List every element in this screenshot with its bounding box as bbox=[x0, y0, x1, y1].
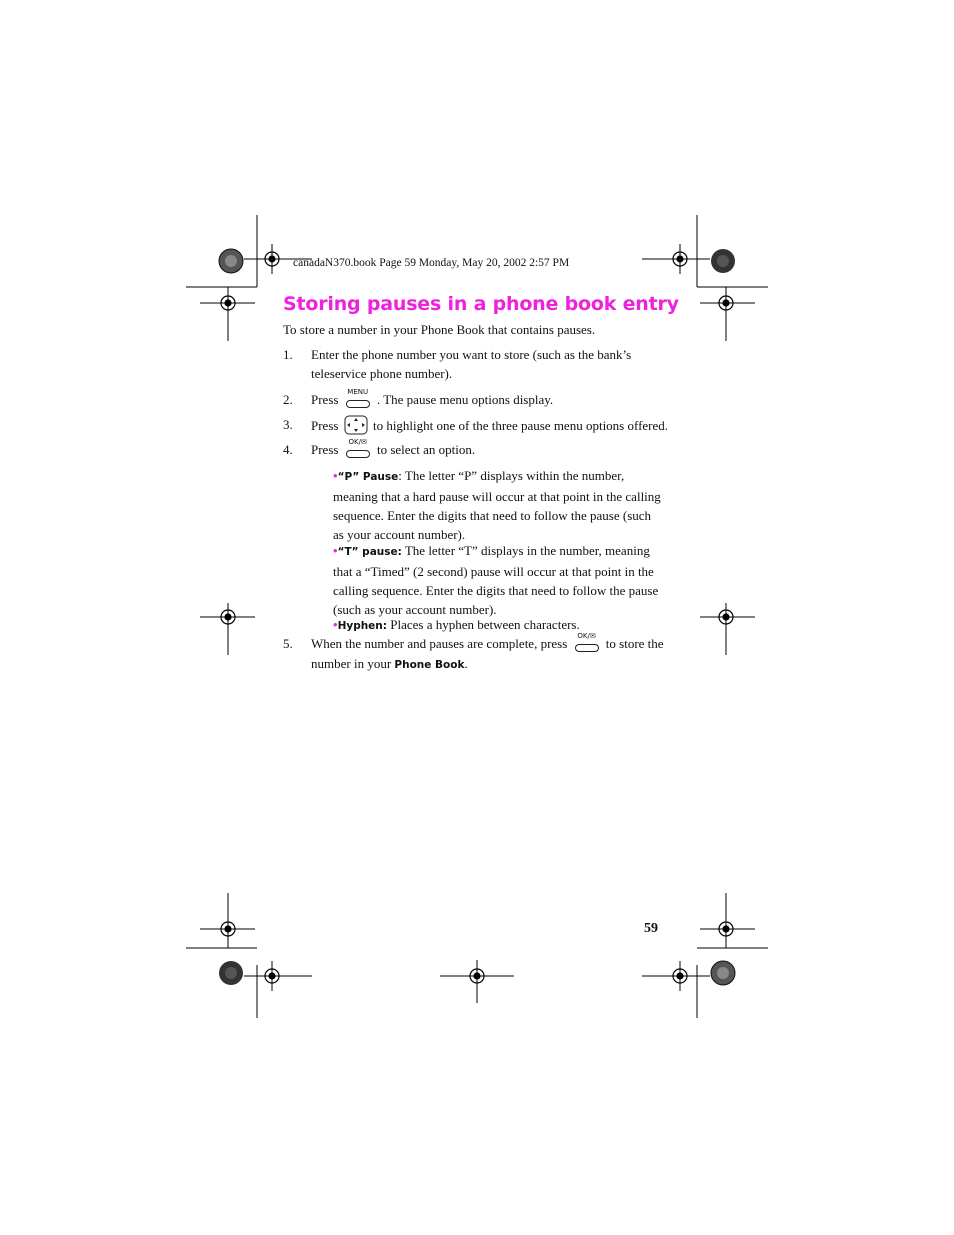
bullet-text: : The letter “P” displays within the number, meaning that a hard pause will occur at that point in the calling sequence. Enter the digits that need to follow the pause (such as your account number). bbox=[333, 468, 661, 542]
bullet-p-pause: •“P” Pause: The letter “P” displays within the number, meaning that a hard pause will occur at that point in the calling sequence. Enter the digits that need to follow the pause (such as your account number). bbox=[333, 468, 661, 542]
step-number: 2. bbox=[283, 392, 293, 407]
ok-key-icon: OK/✉ bbox=[344, 440, 372, 458]
bullet-hyphen: •Hyphen: Places a hyphen between characters. bbox=[333, 617, 580, 632]
step-number: 5. bbox=[283, 636, 293, 651]
ok-key-icon: OK/✉ bbox=[573, 634, 601, 652]
nav-key-icon bbox=[344, 415, 368, 435]
step-text-line2: number in your Phone Book. bbox=[311, 656, 468, 671]
step-text bbox=[311, 440, 475, 459]
menu-key-icon: MENU bbox=[344, 390, 372, 408]
bullet-label: Hyphen: bbox=[337, 620, 387, 632]
bullet-text: Places a hyphen between characters. bbox=[386, 617, 580, 632]
page-title: Storing pauses in a phone book entry bbox=[283, 293, 679, 315]
step-text-rest: to store the bbox=[605, 636, 664, 651]
step-number: 4. bbox=[283, 442, 293, 457]
step-text bbox=[311, 415, 668, 435]
page-number: 59 bbox=[644, 921, 658, 936]
step-number: 1. bbox=[283, 347, 293, 362]
step-text bbox=[311, 390, 553, 409]
bullet-label: “T” pause: bbox=[337, 546, 402, 558]
step-press-label: Press bbox=[311, 418, 339, 433]
step-press-label: Press bbox=[311, 442, 339, 457]
intro-text: To store a number in your Phone Book that contains pauses. bbox=[283, 322, 596, 337]
step-number: 3. bbox=[283, 417, 293, 432]
step-text bbox=[311, 634, 664, 653]
step-text: Enter the phone number you want to store (such as the bank’s teleservice phone number). bbox=[311, 347, 632, 381]
book-header-line: canadaN370.book Page 59 Monday, May 20, 2002 2:57 PM bbox=[293, 257, 570, 269]
bullet-label: “P” Pause bbox=[337, 471, 399, 483]
step-press-label: Press bbox=[311, 392, 339, 407]
step-text-rest: to select an option. bbox=[376, 442, 476, 457]
step-text-rest: to highlight one of the three pause menu options offered. bbox=[372, 418, 669, 433]
step-text-pre: When the number and pauses are complete, press bbox=[311, 636, 568, 651]
phone-book-term: Phone Book bbox=[394, 659, 465, 671]
step-text-rest: . The pause menu options display. bbox=[376, 392, 554, 407]
bullet-text: The letter “T” displays in the number, meaning that a “Timed” (2 second) pause will occur at that point in the calling sequence. Enter the digits that need to follow the pause (such as your account number). bbox=[333, 543, 659, 617]
bullet-t-pause: •“T” pause: The letter “T” displays in the number, meaning that a “Timed” (2 second) pause will occur at that point in the calling sequence. Enter the digits that need to follow the pause (such as your account number). bbox=[333, 543, 659, 617]
